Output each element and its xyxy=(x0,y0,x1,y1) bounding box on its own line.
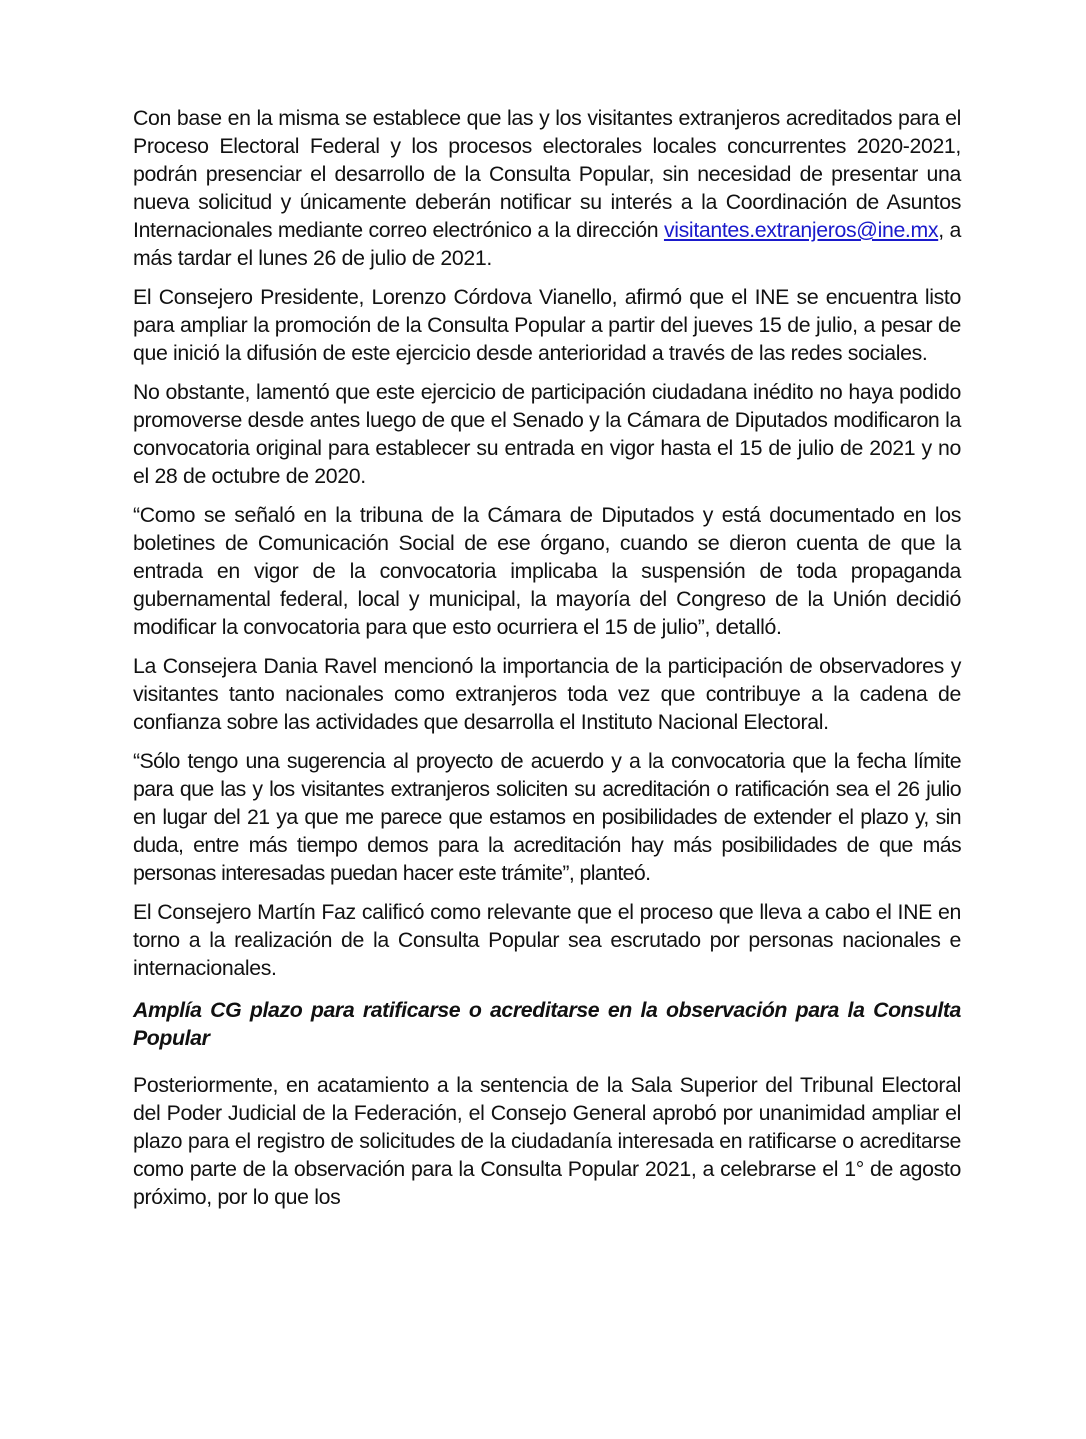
paragraph-quote-camara: “Como se señaló en la tribuna de la Cámara de Diputados y está documentado en los boletines de Comunicación Social de ese órgano, cuando se dieron cuenta de que la entrada en vigor de la convocatoria implicaba la suspensión de toda propaganda gubernamental federal, local y municipal, la mayoría del Congreso de la Unión decidió modificar la convocatoria para que esto ocurriera el 15 de julio”, detalló. xyxy=(133,503,961,639)
paragraph-martin-faz: El Consejero Martín Faz calificó como relevante que el proceso que lleva a cabo el INE en torno a la realización de la Consulta Popular sea escrutado por personas nacionales e internacionales. xyxy=(133,900,961,980)
section-heading: Amplía CG plazo para ratificarse o acreditarse en la observación para la Consulta Popular xyxy=(133,998,961,1050)
paragraph-posteriormente: Posteriormente, en acatamiento a la sentencia de la Sala Superior del Tribunal Electoral del Poder Judicial de la Federación, el Consejo General aprobó por unanimidad ampliar el plazo para el registro de solicitudes de la ciudadanía interesada en ratificarse o acreditarse como parte de la observación para la Consulta Popular 2021, a celebrarse el 1° de agosto próximo, por lo que los xyxy=(133,1073,961,1209)
paragraph-consejero-presidente: El Consejero Presidente, Lorenzo Córdova Vianello, afirmó que el INE se encuentra listo para ampliar la promoción de la Consulta Popular a partir del jueves 15 de julio, a pesar de que inició la difusión de este ejercicio desde anterioridad a través de las redes sociales. xyxy=(133,285,961,365)
paragraph-visitantes-extranjeros xyxy=(133,104,961,272)
paragraph-no-obstante: No obstante, lamentó que este ejercicio de participación ciudadana inédito no haya podido promoverse desde antes luego de que el Senado y la Cámara de Diputados modificaron la convocatoria original para establecer su entrada en vigor hasta el 15 de julio de 2021 y no el 28 de octubre de 2020. xyxy=(133,380,961,488)
email-link[interactable]: visitantes.extranjeros@ine.mx xyxy=(663,218,939,242)
paragraph-dania-ravel: La Consejera Dania Ravel mencionó la importancia de la participación de observadores y visitantes tanto nacionales como extranjeros toda vez que contribuye a la cadena de confianza sobre las actividades que desarrolla el Instituto Nacional Electoral. xyxy=(133,654,961,734)
paragraph-text: , a más tardar el lunes 26 de julio de 2021. xyxy=(133,218,961,270)
paragraph-text: Con base en la misma se establece que las y los visitantes extranjeros acreditados para el Proceso Electoral Federal y los procesos electorales locales concurrentes 2020-2021, podrán presenciar el desarrollo de la Consulta Popular, sin necesidad de presentar una nueva solicitud y únicamente deberán notificar su interés a la Coordinación de Asuntos Internacionales mediante correo electrónico a la dirección xyxy=(133,106,961,242)
document-page xyxy=(133,104,961,1222)
paragraph-quote-sugerencia: “Sólo tengo una sugerencia al proyecto de acuerdo y a la convocatoria que la fecha límite para que las y los visitantes extranjeros soliciten su acreditación o ratificación sea el 26 julio en lugar del 21 ya que me parece que estamos en posibilidades de extender el plazo y, sin duda, entre más tiempo demos para la acreditación hay más posibilidades de que más personas interesadas puedan hacer este trámite”, planteó. xyxy=(133,749,961,885)
